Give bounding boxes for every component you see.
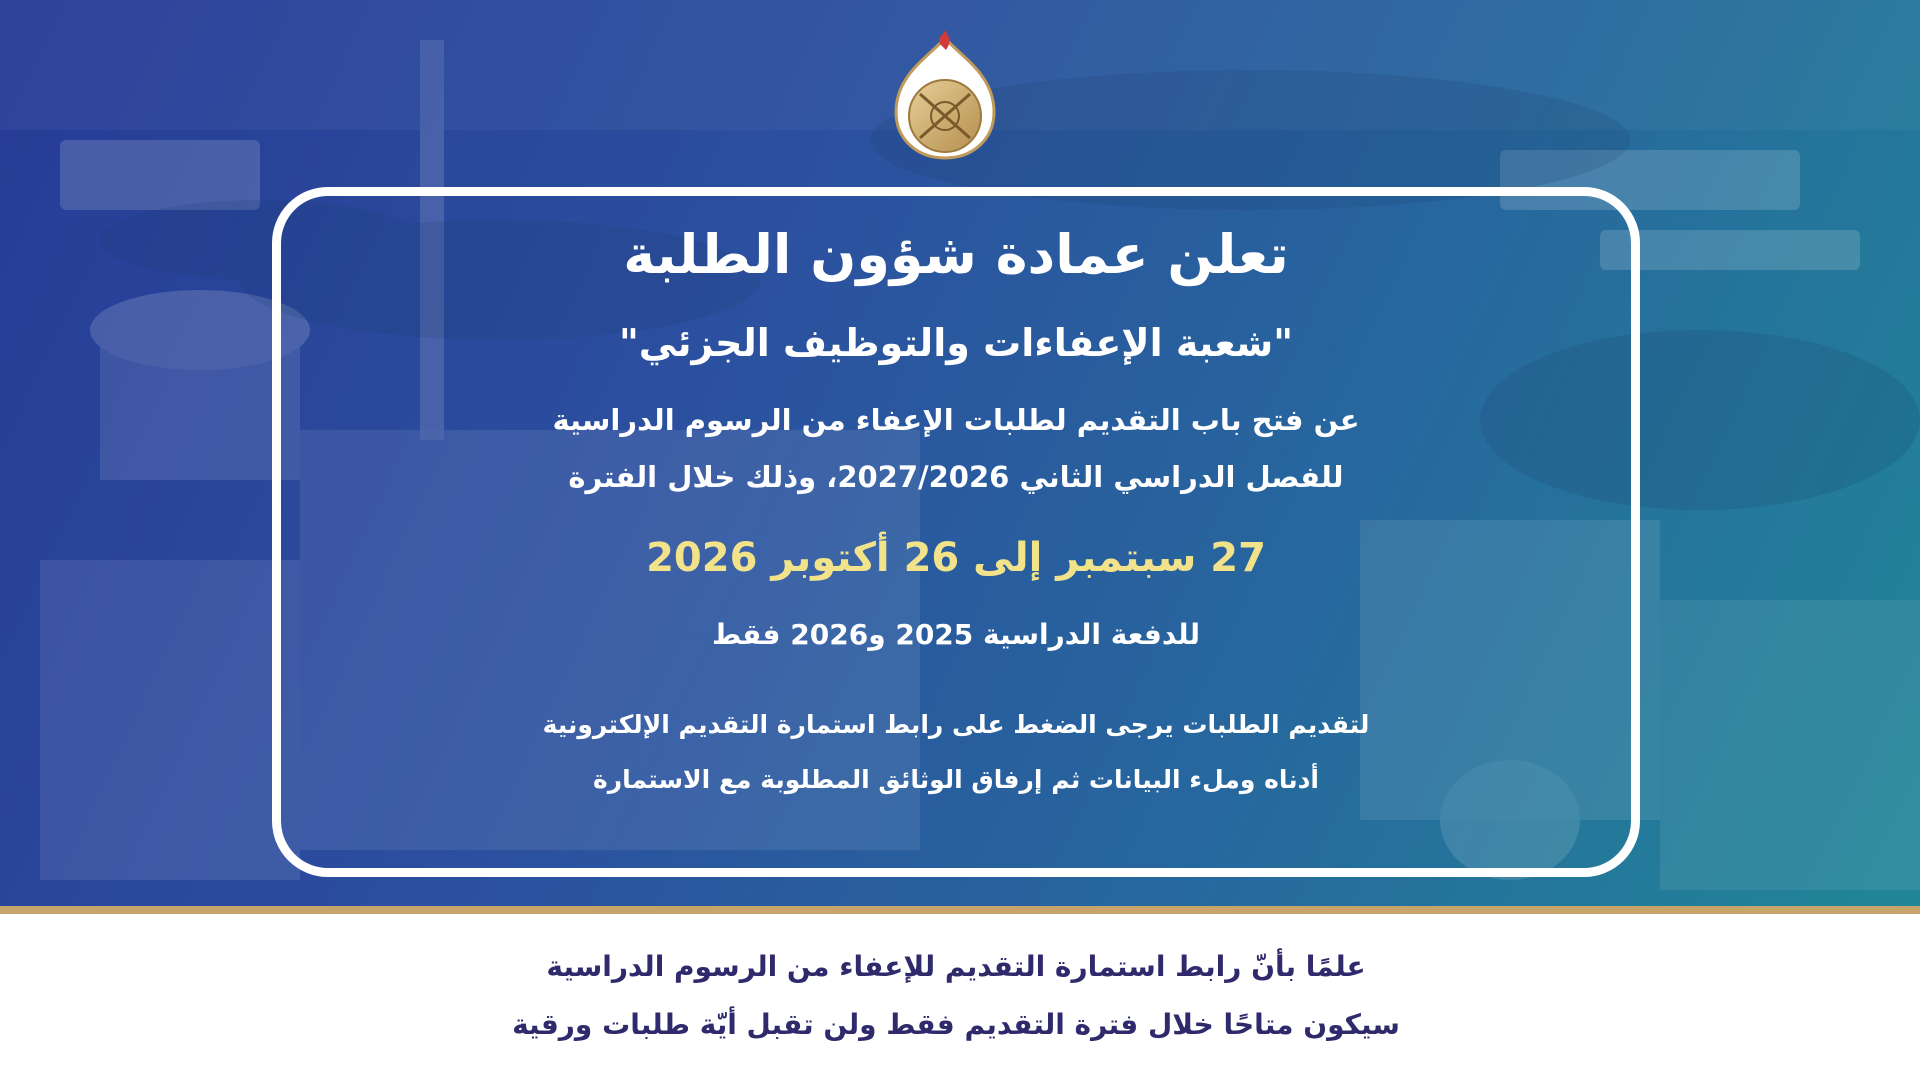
announcement-title: تعلن عمادة شؤون الطلبة [623,223,1289,286]
footer-note-line-1: علمًا بأنّ رابط استمارة التقديم للإعفاء من الرسوم الدراسية [546,950,1366,983]
eligible-cohort: للدفعة الدراسية 2025 و2026 فقط [712,618,1200,651]
gold-divider [0,906,1920,914]
instructions-line-1: لتقديم الطلبات يرجى الضغط على رابط استمارة التقديم الإلكترونية [542,710,1370,739]
footer-note-panel [0,914,1920,1080]
university-of-bahrain-logo [886,24,1004,164]
application-dates: 27 سبتمبر إلى 26 أكتوبر 2026 [646,535,1266,581]
announcement-subtitle: "شعبة الإعفاءات والتوظيف الجزئي" [618,321,1294,365]
announcement-body-line-1: عن فتح باب التقديم لطلبات الإعفاء من الرسوم الدراسية [552,403,1360,437]
announcement-body-line-2: للفصل الدراسي الثاني 2027/2026، وذلك خلال الفترة [568,460,1344,494]
footer-note-line-2: سيكون متاحًا خلال فترة التقديم فقط ولن تقبل أيّة طلبات ورقية [512,1008,1400,1041]
instructions-line-2: أدناه وملء البيانات ثم إرفاق الوثائق المطلوبة مع الاستمارة [592,765,1320,794]
